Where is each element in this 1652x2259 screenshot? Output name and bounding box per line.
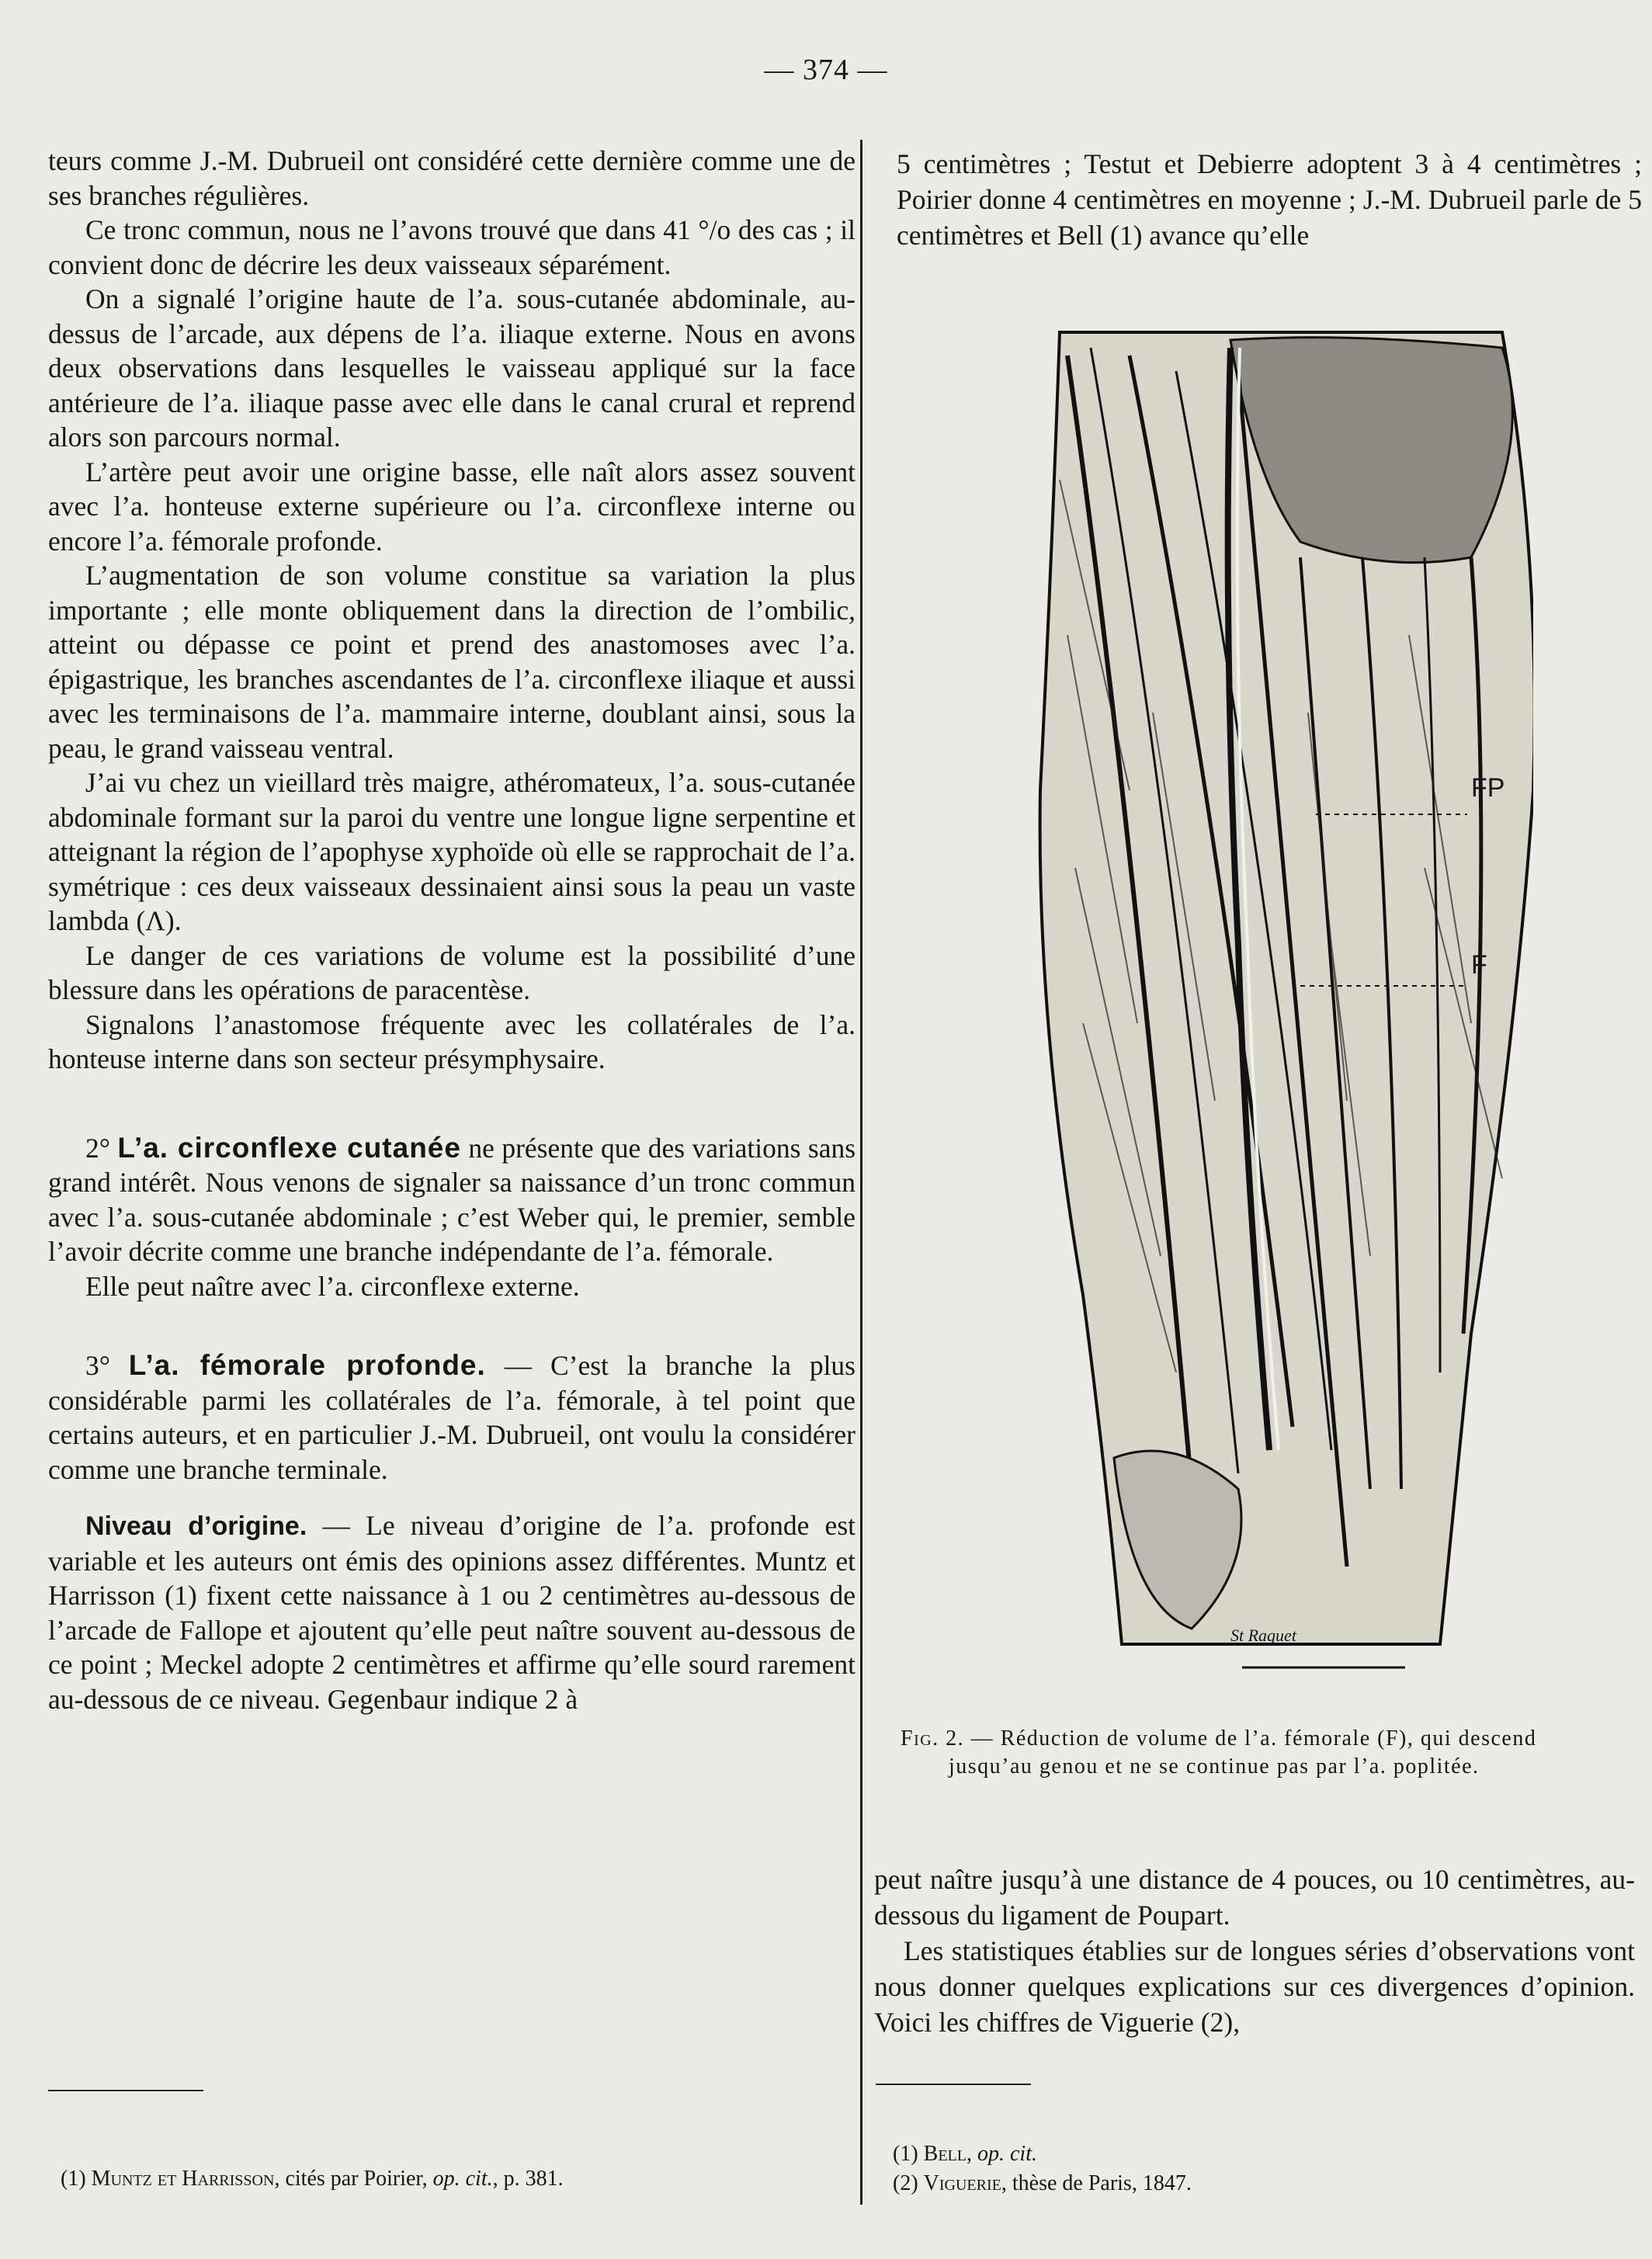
footnote-number: (1)	[893, 2142, 918, 2166]
footnote-number: (1)	[61, 2167, 86, 2191]
footnote-rule-left	[48, 2090, 203, 2091]
footnote-text: ,	[966, 2142, 977, 2166]
footnote-author: Bell	[923, 2142, 967, 2166]
footnote-author: Muntz et Harrisson	[91, 2167, 275, 2191]
footnote-italic: op. cit.	[977, 2142, 1037, 2166]
run-in-heading: Niveau d’origine.	[85, 1511, 307, 1541]
footnote-author: Viguerie	[923, 2171, 1001, 2195]
caption-text: — Réduction de volume de l’a. fémorale (F), qui descend	[964, 1726, 1537, 1751]
right-column-top	[897, 146, 1642, 253]
caption-figure-number: Fig. 2.	[901, 1726, 965, 1751]
footnote-page: , p. 381.	[492, 2167, 564, 2191]
anatomical-figure	[1036, 324, 1533, 1675]
section-text: — C’est la branche la plus considérable parmi les collatérales de l’a. fémorale, à tel point que certains auteurs, et en particulier J.-M. Dubrueil, ont voulu la considérer comme une branche terminale.	[48, 1350, 856, 1485]
paragraph: teurs comme J.-M. Dubrueil ont considéré cette dernière comme une de ses branches régulières.	[48, 145, 856, 211]
section-femorale-profonde	[48, 1348, 856, 1487]
paragraph: On a signalé l’origine haute de l’a. sous-cutanée abdominale, au-dessus de l’arcade, aux dépens de l’a. iliaque externe. Nous en avons deux observations dans lesquelles le vaisseau appliqué sur la face antérieure de l’a. iliaque passe avec elle dans le canal crural et reprend alors son parcours normal.	[48, 283, 856, 453]
footnote-italic: op. cit.	[432, 2167, 493, 2191]
footnote	[893, 2139, 1192, 2169]
thigh-engraving-illustration	[1036, 324, 1533, 1675]
paragraph: Le danger de ces variations de volume est la possibilité d’une blessure dans les opérations de paracentèse.	[48, 939, 856, 1005]
caption-line-2: jusqu’au genou et ne se continue pas par l’a. poplitée.	[949, 1754, 1480, 1778]
section-text: ne présente que des variations sans grand intérêt. Nous venons de signaler sa naissance d’un tronc commun avec l’a. sous-cutanée abdominale ; c’est Weber qui, le premier, semble l’avoir décrite comme une branche indépendante de l’a. fémorale.	[48, 1132, 856, 1267]
footnote-text: , thèse de Paris, 1847.	[1001, 2171, 1192, 2195]
footnote-rule-right	[876, 2084, 1031, 2085]
artist-signature: St Raquet	[1230, 1626, 1296, 1645]
section-number: 2°	[85, 1132, 110, 1164]
footnote	[893, 2169, 1192, 2198]
paragraph: Elle peut naître avec l’a. circonflexe externe.	[85, 1270, 580, 1302]
section-number: 3°	[85, 1350, 110, 1381]
paragraph: peut naître jusqu’à une distance de 4 pouces, ou 10 centimètres, au-dessous du ligament de Poupart.	[874, 1864, 1635, 1931]
paragraph: 5 centimètres ; Testut et Debierre adoptent 3 à 4 centimètres ; Poirier donne 4 centimètres en moyenne ; J.-M. Dubrueil parle de 5 centimètres et Bell (1) avance qu’elle	[897, 148, 1642, 251]
figure-label-fp: FP	[1471, 773, 1505, 803]
footnote-text: , cités par Poirier,	[274, 2167, 433, 2191]
section-circonflexe-cutanee	[48, 1131, 856, 1269]
section-heading: L’a. circonflexe cutanée	[117, 1131, 461, 1164]
footnote-number: (2)	[893, 2171, 918, 2195]
left-column	[48, 144, 856, 1716]
section-heading: L’a. fémorale profonde.	[128, 1349, 486, 1381]
paragraph: L’augmentation de son volume constitue sa variation la plus importante ; elle monte obliquement dans la direction de l’ombilic, atteint ou dépasse ce point et prend des anastomoses avec l’a. épigastrique, les branches ascendantes de l’a. circonflexe iliaque et aussi avec les terminaisons de l’a. mammaire interne, doublant ainsi, sous la peau, le grand vaisseau ventral.	[48, 560, 856, 764]
paragraph: L’artère peut avoir une origine basse, elle naît alors assez souvent avec l’a. honteuse externe supérieure ou l’a. circonflexe interne ou encore l’a. fémorale profonde.	[48, 456, 856, 557]
paragraph: Les statistiques établies sur de longues séries d’observations vont nous donner quelques explications sur ces divergences d’opinion. Voici les chiffres de Viguerie (2),	[874, 1935, 1635, 2038]
paragraph: J’ai vu chez un vieillard très maigre, athéromateux, l’a. sous-cutanée abdominale formant sur la paroi du ventre une longue ligne serpentine et atteignant la région de l’apophyse xyphoïde où elle se rapprochait de l’a. symétrique : ces deux vaisseaux dessinaient ainsi sous la peau un vaste lambda (Λ).	[48, 767, 856, 936]
niveau-origine-paragraph	[48, 1508, 856, 1716]
footnote-left	[61, 2164, 564, 2194]
figure-caption	[901, 1725, 1630, 1781]
paragraph-text: — Le niveau d’origine de l’a. profonde est variable et les auteurs ont émis des opinions assez différentes. Muntz et Harrisson (1) fixent cette naissance à 1 ou 2 centimètres au-dessous de l’arcade de Fallope et ajoutent qu’elle peut naître souvent au-dessous de ce point ; Meckel adopte 2 centimètres et affirme qu’elle sourd rarement au-dessous de ce niveau. Gegenbaur indique 2 à	[48, 1510, 856, 1715]
column-divider	[860, 140, 862, 2205]
footnotes-right	[893, 2139, 1192, 2198]
right-column-bottom	[874, 1862, 1635, 2040]
paragraph: Ce tronc commun, nous ne l’avons trouvé que dans 41 °/o des cas ; il convient donc de décrire les deux vaisseaux séparément.	[48, 214, 856, 280]
paragraph: Signalons l’anastomose fréquente avec les collatérales de l’a. honteuse interne dans son secteur présymphysaire.	[48, 1008, 856, 1074]
page-number: — 374 —	[764, 54, 888, 86]
figure-label-f: F	[1471, 950, 1487, 980]
